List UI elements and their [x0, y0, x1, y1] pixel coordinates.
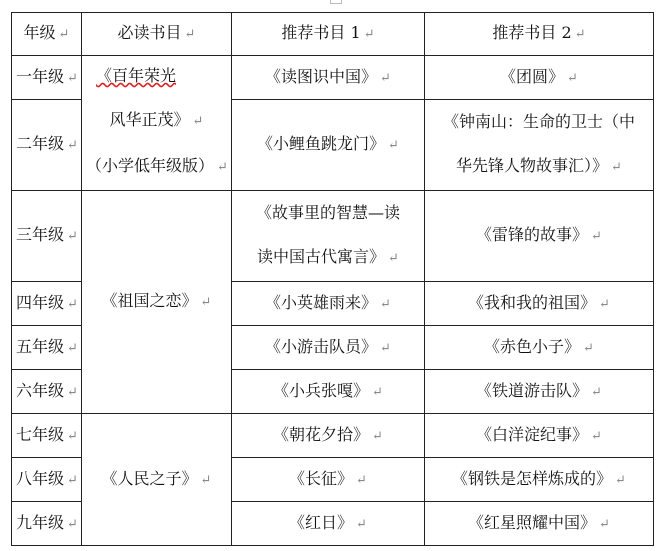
required-cell [82, 191, 232, 414]
rec2-cell [425, 282, 654, 326]
cell-text: 五年级 [16, 336, 65, 356]
cell-text: 年级 [23, 23, 56, 42]
paragraph-mark-icon: ↵ [583, 340, 594, 356]
table-header-row [12, 13, 654, 56]
paragraph-mark-icon: ↵ [591, 229, 602, 244]
rec1-cell [232, 414, 425, 458]
paragraph-mark-icon: ↵ [372, 384, 383, 400]
cell-text: 《长征》 [289, 468, 354, 488]
cell-text: 《朝花夕拾》 [273, 424, 370, 444]
rec2-cell [425, 56, 654, 100]
paragraph-mark-icon: ↵ [591, 428, 602, 444]
paragraph-mark-icon: ↵ [567, 70, 578, 86]
required-line: 风华正茂》 [109, 110, 190, 129]
paragraph-mark-icon: ↵ [599, 516, 610, 532]
paragraph-mark-icon: ↵ [356, 472, 367, 488]
paragraph-mark-icon: ↵ [200, 472, 212, 488]
grade-cell [12, 56, 82, 100]
rec1-line: 《故事里的智慧—读 [255, 203, 400, 222]
table-row [12, 56, 654, 100]
rec2-cell [425, 458, 654, 502]
grade-cell [12, 191, 82, 282]
rec2-cell [425, 414, 654, 458]
reading-list-table [11, 12, 654, 546]
required-line: 《百年荣光 [96, 66, 177, 85]
paragraph-mark-icon: ↵ [67, 138, 78, 153]
cell-text: 七年级 [16, 424, 65, 444]
cell-text: 必读书目 [117, 23, 182, 42]
cell-text: 九年级 [16, 512, 65, 532]
grade-cell [12, 370, 82, 414]
header-rec1 [232, 13, 425, 56]
paragraph-mark-icon: ↵ [372, 428, 383, 444]
paragraph-mark-icon: ↵ [67, 428, 78, 444]
cell-text: 《小兵张嘎》 [273, 380, 370, 400]
rec2-line: 华先锋人物故事汇）》 [456, 156, 609, 175]
paragraph-mark-icon: ↵ [67, 70, 78, 86]
rec1-cell [232, 191, 425, 282]
table-row [12, 191, 654, 282]
paragraph-mark-icon: ↵ [192, 114, 204, 129]
cell-text: 三年级 [16, 225, 65, 244]
cell-text: 《红日》 [289, 512, 354, 532]
cell-text: 《钢铁是怎样炼成的》 [452, 468, 613, 488]
rec1-cell [232, 100, 425, 191]
paragraph-mark-icon: ↵ [611, 160, 622, 175]
grade-cell [12, 100, 82, 191]
paragraph-mark-icon: ↵ [58, 27, 70, 42]
paragraph-mark-icon: ↵ [574, 27, 586, 42]
grade-cell [12, 458, 82, 502]
grade-cell [12, 326, 82, 370]
rec2-cell [425, 502, 654, 546]
cell-text: 《小英雄雨来》 [265, 292, 378, 312]
rec2-line: 《钟南山：生命的卫士（中 [442, 112, 635, 131]
grade-cell [12, 502, 82, 546]
reading-list-document [11, 12, 654, 546]
rec1-cell [232, 458, 425, 502]
paragraph-mark-icon: ↵ [380, 70, 391, 86]
grade-cell [12, 414, 82, 458]
rec2-cell [425, 100, 654, 191]
paragraph-mark-icon: ↵ [67, 229, 78, 244]
cell-text: 四年级 [16, 292, 65, 312]
paragraph-mark-icon: ↵ [615, 472, 626, 488]
cell-text: 《祖国之恋》 [101, 291, 198, 310]
paragraph-mark-icon: ↵ [67, 472, 78, 488]
paragraph-mark-icon: ↵ [388, 138, 399, 153]
paragraph-mark-icon: ↵ [67, 516, 78, 532]
cell-text: 《人民之子》 [101, 468, 198, 488]
grade-cell [12, 282, 82, 326]
paragraph-mark-icon: ↵ [363, 27, 375, 42]
cell-text: 八年级 [16, 468, 65, 488]
header-rec2 [425, 13, 654, 56]
cell-text: 推荐书目 1 [281, 23, 361, 42]
required-cell [82, 56, 232, 191]
paragraph-mark-icon: ↵ [388, 251, 399, 266]
rec1-cell [232, 282, 425, 326]
cell-text: 二年级 [16, 134, 65, 153]
paragraph-mark-icon: ↵ [67, 384, 78, 400]
cell-text: 《团圆》 [500, 66, 565, 86]
table-row [12, 414, 654, 458]
cell-text: 《小鲤鱼跳龙门》 [257, 134, 386, 153]
cell-text: 《红星照耀中国》 [468, 512, 597, 532]
cell-text: 《我和我的祖国》 [468, 292, 597, 312]
rec2-cell [425, 370, 654, 414]
cell-text: 《小游击队员》 [265, 336, 378, 356]
table-anchor-mark [330, 0, 342, 4]
cell-text: 《赤色小子》 [484, 336, 581, 356]
required-cell [82, 414, 232, 546]
cell-text: 《雷锋的故事》 [476, 225, 589, 244]
rec2-cell [425, 326, 654, 370]
paragraph-mark-icon: ↵ [599, 296, 610, 312]
required-line: （小学低年级版） [86, 156, 215, 175]
cell-text: 一年级 [16, 66, 65, 86]
header-grade [12, 13, 82, 56]
paragraph-mark-icon: ↵ [184, 27, 196, 42]
rec1-line: 读中国古代寓言》 [257, 247, 386, 266]
rec1-cell [232, 56, 425, 100]
paragraph-mark-icon: ↵ [380, 340, 391, 356]
rec1-cell [232, 370, 425, 414]
paragraph-mark-icon: ↵ [380, 296, 391, 312]
cell-text: 《白洋淀纪事》 [476, 424, 589, 444]
cell-text: 六年级 [16, 380, 65, 400]
rec2-cell [425, 191, 654, 282]
cell-text: 《读图识中国》 [265, 66, 378, 86]
paragraph-mark-icon: ↵ [67, 340, 78, 356]
rec1-cell [232, 502, 425, 546]
cell-text: 推荐书目 2 [492, 23, 572, 42]
header-required [82, 13, 232, 56]
paragraph-mark-icon: ↵ [217, 160, 228, 175]
paragraph-mark-icon: ↵ [67, 296, 78, 312]
paragraph-mark-icon: ↵ [356, 516, 367, 532]
paragraph-mark-icon: ↵ [591, 384, 602, 400]
rec1-cell [232, 326, 425, 370]
paragraph-mark-icon: ↵ [200, 295, 212, 310]
cell-text: 《铁道游击队》 [476, 380, 589, 400]
